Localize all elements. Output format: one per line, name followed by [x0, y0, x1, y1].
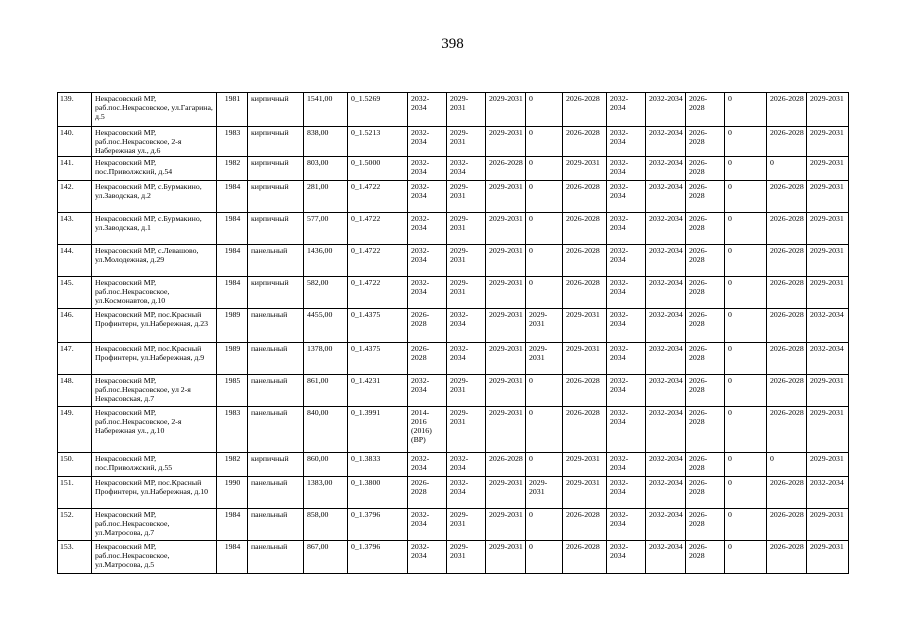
period-cell-p6: 2032-2034 [607, 375, 646, 407]
year-built-cell: 1982 [217, 453, 248, 477]
period-cell-p5: 2029-2031 [563, 477, 607, 509]
table-body [58, 93, 849, 574]
row-number-cell: 141. [58, 157, 92, 181]
table-row [58, 309, 849, 343]
year-built-cell: 1981 [217, 93, 248, 127]
period-cell-p3: 2029-2031 [486, 277, 526, 309]
period-cell-p9: 0 [725, 93, 767, 127]
table-row [58, 375, 849, 407]
period-cell-p1: 2032-2034 [408, 453, 447, 477]
period-cell-p2: 2029-2031 [447, 127, 486, 157]
period-cell-p8: 2026-2028 [686, 477, 725, 509]
period-cell-p8: 2026-2028 [686, 453, 725, 477]
period-cell-p8: 2026-2028 [686, 157, 725, 181]
period-cell-p5: 2026-2028 [563, 245, 607, 277]
priority-index-cell: 0_1.4722 [348, 245, 408, 277]
priority-index-cell: 0_1.4722 [348, 277, 408, 309]
table-row [58, 213, 849, 245]
priority-index-cell: 0_1.4375 [348, 343, 408, 375]
period-cell-p8: 2026-2028 [686, 375, 725, 407]
period-cell-p11: 2029-2031 [807, 213, 849, 245]
area-cell: 803,00 [304, 157, 348, 181]
period-cell-p6: 2032-2034 [607, 245, 646, 277]
year-built-cell: 1983 [217, 127, 248, 157]
period-cell-p3: 2029-2031 [486, 407, 526, 453]
area-cell: 838,00 [304, 127, 348, 157]
period-cell-p1: 2032-2034 [408, 541, 447, 574]
period-cell-p3: 2029-2031 [486, 343, 526, 375]
row-number-cell: 151. [58, 477, 92, 509]
period-cell-p6: 2032-2034 [607, 407, 646, 453]
period-cell-p10: 2026-2028 [767, 407, 807, 453]
table-row [58, 509, 849, 541]
wall-material-cell: панельный [248, 375, 304, 407]
period-cell-p5: 2026-2028 [563, 509, 607, 541]
row-number-cell: 149. [58, 407, 92, 453]
period-cell-p5: 2026-2028 [563, 375, 607, 407]
period-cell-p4: 0 [526, 407, 563, 453]
row-number-cell: 142. [58, 181, 92, 213]
address-cell: Некрасовский МР, раб.пос.Некрасовское, ул.Матросова, д.7 [92, 509, 217, 541]
period-cell-p10: 2026-2028 [767, 541, 807, 574]
period-cell-p1: 2032-2034 [408, 213, 447, 245]
period-cell-p1: 2032-2034 [408, 277, 447, 309]
period-cell-p4: 2029-2031 [526, 343, 563, 375]
area-cell: 582,00 [304, 277, 348, 309]
area-cell: 1541,00 [304, 93, 348, 127]
page-number: 398 [441, 36, 464, 52]
period-cell-p3: 2029-2031 [486, 213, 526, 245]
period-cell-p10: 2026-2028 [767, 477, 807, 509]
row-number-cell: 153. [58, 541, 92, 574]
period-cell-p8: 2026-2028 [686, 213, 725, 245]
period-cell-p2: 2029-2031 [447, 181, 486, 213]
period-cell-p4: 0 [526, 453, 563, 477]
row-number-cell: 144. [58, 245, 92, 277]
wall-material-cell: панельный [248, 509, 304, 541]
period-cell-p1: 2032-2034 [408, 157, 447, 181]
period-cell-p8: 2026-2028 [686, 245, 725, 277]
table-row [58, 453, 849, 477]
period-cell-p2: 2029-2031 [447, 375, 486, 407]
period-cell-p8: 2026-2028 [686, 541, 725, 574]
period-cell-p1: 2032-2034 [408, 93, 447, 127]
period-cell-p6: 2032-2034 [607, 93, 646, 127]
period-cell-p9: 0 [725, 509, 767, 541]
priority-index-cell: 0_1.4375 [348, 309, 408, 343]
period-cell-p3: 2029-2031 [486, 93, 526, 127]
period-cell-p5: 2029-2031 [563, 309, 607, 343]
wall-material-cell: кирпичный [248, 213, 304, 245]
period-cell-p11: 2029-2031 [807, 453, 849, 477]
period-cell-p5: 2029-2031 [563, 453, 607, 477]
period-cell-p10: 2026-2028 [767, 309, 807, 343]
area-cell: 840,00 [304, 407, 348, 453]
address-cell: Некрасовский МР, пос.Красный Профинтерн, ул.Набережная, д.10 [92, 477, 217, 509]
period-cell-p7: 2032-2034 [646, 181, 686, 213]
period-cell-p6: 2032-2034 [607, 343, 646, 375]
period-cell-p6: 2032-2034 [607, 277, 646, 309]
period-cell-p11: 2029-2031 [807, 375, 849, 407]
address-cell: Некрасовский МР, раб.пос.Некрасовское, ул 2-я Некрасовская, д.7 [92, 375, 217, 407]
period-cell-p2: 2029-2031 [447, 541, 486, 574]
period-cell-p11: 2029-2031 [807, 157, 849, 181]
period-cell-p5: 2029-2031 [563, 343, 607, 375]
table-row [58, 157, 849, 181]
period-cell-p6: 2032-2034 [607, 181, 646, 213]
period-cell-p11: 2029-2031 [807, 245, 849, 277]
year-built-cell: 1983 [217, 407, 248, 453]
row-number-cell: 146. [58, 309, 92, 343]
wall-material-cell: кирпичный [248, 277, 304, 309]
period-cell-p11: 2032-2034 [807, 343, 849, 375]
period-cell-p9: 0 [725, 541, 767, 574]
period-cell-p1: 2026-2028 [408, 477, 447, 509]
area-cell: 1436,00 [304, 245, 348, 277]
row-number-cell: 150. [58, 453, 92, 477]
table-row [58, 93, 849, 127]
period-cell-p4: 0 [526, 277, 563, 309]
table-row [58, 343, 849, 375]
period-cell-p4: 0 [526, 213, 563, 245]
period-cell-p6: 2032-2034 [607, 541, 646, 574]
wall-material-cell: кирпичный [248, 181, 304, 213]
period-cell-p6: 2032-2034 [607, 213, 646, 245]
priority-index-cell: 0_1.3796 [348, 509, 408, 541]
period-cell-p8: 2026-2028 [686, 127, 725, 157]
housing-table [57, 92, 849, 574]
period-cell-p2: 2032-2034 [447, 477, 486, 509]
period-cell-p9: 0 [725, 453, 767, 477]
wall-material-cell: кирпичный [248, 127, 304, 157]
period-cell-p11: 2029-2031 [807, 509, 849, 541]
period-cell-p10: 2026-2028 [767, 213, 807, 245]
period-cell-p3: 2029-2031 [486, 509, 526, 541]
period-cell-p2: 2032-2034 [447, 309, 486, 343]
period-cell-p7: 2032-2034 [646, 277, 686, 309]
period-cell-p2: 2032-2034 [447, 157, 486, 181]
period-cell-p7: 2032-2034 [646, 127, 686, 157]
priority-index-cell: 0_1.3833 [348, 453, 408, 477]
area-cell: 861,00 [304, 375, 348, 407]
area-cell: 867,00 [304, 541, 348, 574]
period-cell-p4: 0 [526, 375, 563, 407]
period-cell-p7: 2032-2034 [646, 245, 686, 277]
table-row [58, 181, 849, 213]
period-cell-p1: 2032-2034 [408, 509, 447, 541]
period-cell-p9: 0 [725, 213, 767, 245]
row-number-cell: 145. [58, 277, 92, 309]
wall-material-cell: кирпичный [248, 453, 304, 477]
table-row [58, 477, 849, 509]
address-cell: Некрасовский МР, с.Бурмакино, ул.Заводская, д.1 [92, 213, 217, 245]
row-number-cell: 147. [58, 343, 92, 375]
wall-material-cell: кирпичный [248, 157, 304, 181]
period-cell-p4: 2029-2031 [526, 309, 563, 343]
period-cell-p2: 2029-2031 [447, 93, 486, 127]
period-cell-p2: 2029-2031 [447, 213, 486, 245]
priority-index-cell: 0_1.3991 [348, 407, 408, 453]
period-cell-p7: 2032-2034 [646, 453, 686, 477]
address-cell: Некрасовский МР, пос.Красный Профинтерн, ул.Набережная, д.9 [92, 343, 217, 375]
priority-index-cell: 0_1.5269 [348, 93, 408, 127]
period-cell-p3: 2026-2028 [486, 157, 526, 181]
priority-index-cell: 0_1.4231 [348, 375, 408, 407]
wall-material-cell: кирпичный [248, 93, 304, 127]
period-cell-p8: 2026-2028 [686, 407, 725, 453]
address-cell: Некрасовский МР, пос.Приволжский, д.54 [92, 157, 217, 181]
priority-index-cell: 0_1.4722 [348, 213, 408, 245]
period-cell-p8: 2026-2028 [686, 309, 725, 343]
period-cell-p5: 2026-2028 [563, 181, 607, 213]
year-built-cell: 1985 [217, 375, 248, 407]
period-cell-p5: 2026-2028 [563, 277, 607, 309]
period-cell-p10: 2026-2028 [767, 127, 807, 157]
period-cell-p5: 2026-2028 [563, 213, 607, 245]
year-built-cell: 1989 [217, 309, 248, 343]
period-cell-p2: 2029-2031 [447, 277, 486, 309]
row-number-cell: 139. [58, 93, 92, 127]
address-cell: Некрасовский МР, раб.пос.Некрасовское, ул.Космонавтов, д.10 [92, 277, 217, 309]
year-built-cell: 1984 [217, 277, 248, 309]
period-cell-p9: 0 [725, 343, 767, 375]
period-cell-p2: 2032-2034 [447, 343, 486, 375]
period-cell-p1: 2014-2016 (2016) (ВР) [408, 407, 447, 453]
address-cell: Некрасовский МР, раб.пос.Некрасовское, 2-я Набережная ул., д.6 [92, 127, 217, 157]
period-cell-p7: 2032-2034 [646, 93, 686, 127]
period-cell-p6: 2032-2034 [607, 453, 646, 477]
period-cell-p1: 2026-2028 [408, 309, 447, 343]
table-row [58, 127, 849, 157]
period-cell-p4: 0 [526, 157, 563, 181]
period-cell-p5: 2026-2028 [563, 407, 607, 453]
period-cell-p10: 2026-2028 [767, 93, 807, 127]
wall-material-cell: панельный [248, 477, 304, 509]
priority-index-cell: 0_1.5213 [348, 127, 408, 157]
period-cell-p3: 2026-2028 [486, 453, 526, 477]
period-cell-p2: 2029-2031 [447, 509, 486, 541]
period-cell-p4: 0 [526, 509, 563, 541]
table-row [58, 541, 849, 574]
wall-material-cell: панельный [248, 309, 304, 343]
year-built-cell: 1984 [217, 213, 248, 245]
period-cell-p11: 2029-2031 [807, 277, 849, 309]
period-cell-p11: 2029-2031 [807, 93, 849, 127]
year-built-cell: 1984 [217, 181, 248, 213]
period-cell-p3: 2029-2031 [486, 309, 526, 343]
period-cell-p4: 0 [526, 245, 563, 277]
wall-material-cell: панельный [248, 343, 304, 375]
address-cell: Некрасовский МР, пос.Приволжский, д.55 [92, 453, 217, 477]
table-row [58, 277, 849, 309]
period-cell-p9: 0 [725, 375, 767, 407]
period-cell-p7: 2032-2034 [646, 309, 686, 343]
table-row [58, 245, 849, 277]
period-cell-p10: 0 [767, 157, 807, 181]
period-cell-p4: 2029-2031 [526, 477, 563, 509]
period-cell-p2: 2032-2034 [447, 453, 486, 477]
row-number-cell: 140. [58, 127, 92, 157]
period-cell-p9: 0 [725, 245, 767, 277]
area-cell: 1378,00 [304, 343, 348, 375]
period-cell-p7: 2032-2034 [646, 509, 686, 541]
period-cell-p1: 2032-2034 [408, 181, 447, 213]
address-cell: Некрасовский МР, с.Левашово, ул.Молодежная, д.29 [92, 245, 217, 277]
period-cell-p7: 2032-2034 [646, 541, 686, 574]
wall-material-cell: панельный [248, 407, 304, 453]
period-cell-p2: 2029-2031 [447, 245, 486, 277]
period-cell-p10: 2026-2028 [767, 375, 807, 407]
period-cell-p1: 2032-2034 [408, 245, 447, 277]
period-cell-p9: 0 [725, 277, 767, 309]
area-cell: 858,00 [304, 509, 348, 541]
period-cell-p10: 2026-2028 [767, 343, 807, 375]
period-cell-p7: 2032-2034 [646, 343, 686, 375]
year-built-cell: 1990 [217, 477, 248, 509]
period-cell-p3: 2029-2031 [486, 245, 526, 277]
period-cell-p5: 2026-2028 [563, 127, 607, 157]
address-cell: Некрасовский МР, раб.пос.Некрасовское, ул.Матросова, д.5 [92, 541, 217, 574]
period-cell-p4: 0 [526, 541, 563, 574]
period-cell-p1: 2026-2028 [408, 343, 447, 375]
period-cell-p9: 0 [725, 127, 767, 157]
period-cell-p11: 2032-2034 [807, 309, 849, 343]
period-cell-p9: 0 [725, 477, 767, 509]
table-row [58, 407, 849, 453]
wall-material-cell: панельный [248, 245, 304, 277]
period-cell-p6: 2032-2034 [607, 309, 646, 343]
period-cell-p4: 0 [526, 93, 563, 127]
area-cell: 4455,00 [304, 309, 348, 343]
priority-index-cell: 0_1.3800 [348, 477, 408, 509]
period-cell-p4: 0 [526, 181, 563, 213]
year-built-cell: 1984 [217, 509, 248, 541]
period-cell-p11: 2029-2031 [807, 407, 849, 453]
period-cell-p7: 2032-2034 [646, 477, 686, 509]
wall-material-cell: панельный [248, 541, 304, 574]
period-cell-p6: 2032-2034 [607, 157, 646, 181]
priority-index-cell: 0_1.5000 [348, 157, 408, 181]
priority-index-cell: 0_1.4722 [348, 181, 408, 213]
period-cell-p3: 2029-2031 [486, 181, 526, 213]
period-cell-p9: 0 [725, 181, 767, 213]
period-cell-p8: 2026-2028 [686, 277, 725, 309]
period-cell-p6: 2032-2034 [607, 127, 646, 157]
period-cell-p7: 2032-2034 [646, 407, 686, 453]
period-cell-p9: 0 [725, 407, 767, 453]
period-cell-p8: 2026-2028 [686, 343, 725, 375]
address-cell: Некрасовский МР, пос.Красный Профинтерн, ул.Набережная, д.23 [92, 309, 217, 343]
row-number-cell: 152. [58, 509, 92, 541]
period-cell-p3: 2029-2031 [486, 477, 526, 509]
year-built-cell: 1982 [217, 157, 248, 181]
year-built-cell: 1989 [217, 343, 248, 375]
period-cell-p5: 2026-2028 [563, 541, 607, 574]
priority-index-cell: 0_1.3796 [348, 541, 408, 574]
period-cell-p11: 2029-2031 [807, 181, 849, 213]
period-cell-p11: 2032-2034 [807, 477, 849, 509]
period-cell-p1: 2032-2034 [408, 375, 447, 407]
period-cell-p4: 0 [526, 127, 563, 157]
row-number-cell: 143. [58, 213, 92, 245]
period-cell-p11: 2029-2031 [807, 127, 849, 157]
address-cell: Некрасовский МР, с.Бурмакино, ул.Заводская, д.2 [92, 181, 217, 213]
year-built-cell: 1984 [217, 541, 248, 574]
address-cell: Некрасовский МР, раб.пос.Некрасовское, 2-я Набережная ул., д.10 [92, 407, 217, 453]
period-cell-p10: 2026-2028 [767, 509, 807, 541]
period-cell-p10: 2026-2028 [767, 245, 807, 277]
period-cell-p10: 2026-2028 [767, 181, 807, 213]
period-cell-p8: 2026-2028 [686, 181, 725, 213]
period-cell-p8: 2026-2028 [686, 93, 725, 127]
period-cell-p10: 2026-2028 [767, 277, 807, 309]
period-cell-p1: 2032-2034 [408, 127, 447, 157]
row-number-cell: 148. [58, 375, 92, 407]
year-built-cell: 1984 [217, 245, 248, 277]
period-cell-p7: 2032-2034 [646, 213, 686, 245]
period-cell-p7: 2032-2034 [646, 157, 686, 181]
period-cell-p3: 2029-2031 [486, 541, 526, 574]
area-cell: 1383,00 [304, 477, 348, 509]
period-cell-p5: 2029-2031 [563, 157, 607, 181]
period-cell-p2: 2029-2031 [447, 407, 486, 453]
address-cell: Некрасовский МР, раб.пос.Некрасовское, ул.Гагарина, д.5 [92, 93, 217, 127]
period-cell-p6: 2032-2034 [607, 509, 646, 541]
period-cell-p7: 2032-2034 [646, 375, 686, 407]
period-cell-p8: 2026-2028 [686, 509, 725, 541]
period-cell-p5: 2026-2028 [563, 93, 607, 127]
area-cell: 577,00 [304, 213, 348, 245]
period-cell-p9: 0 [725, 309, 767, 343]
period-cell-p10: 0 [767, 453, 807, 477]
period-cell-p11: 2029-2031 [807, 541, 849, 574]
area-cell: 860,00 [304, 453, 348, 477]
period-cell-p3: 2029-2031 [486, 127, 526, 157]
period-cell-p3: 2029-2031 [486, 375, 526, 407]
area-cell: 281,00 [304, 181, 348, 213]
period-cell-p9: 0 [725, 157, 767, 181]
period-cell-p6: 2032-2034 [607, 477, 646, 509]
